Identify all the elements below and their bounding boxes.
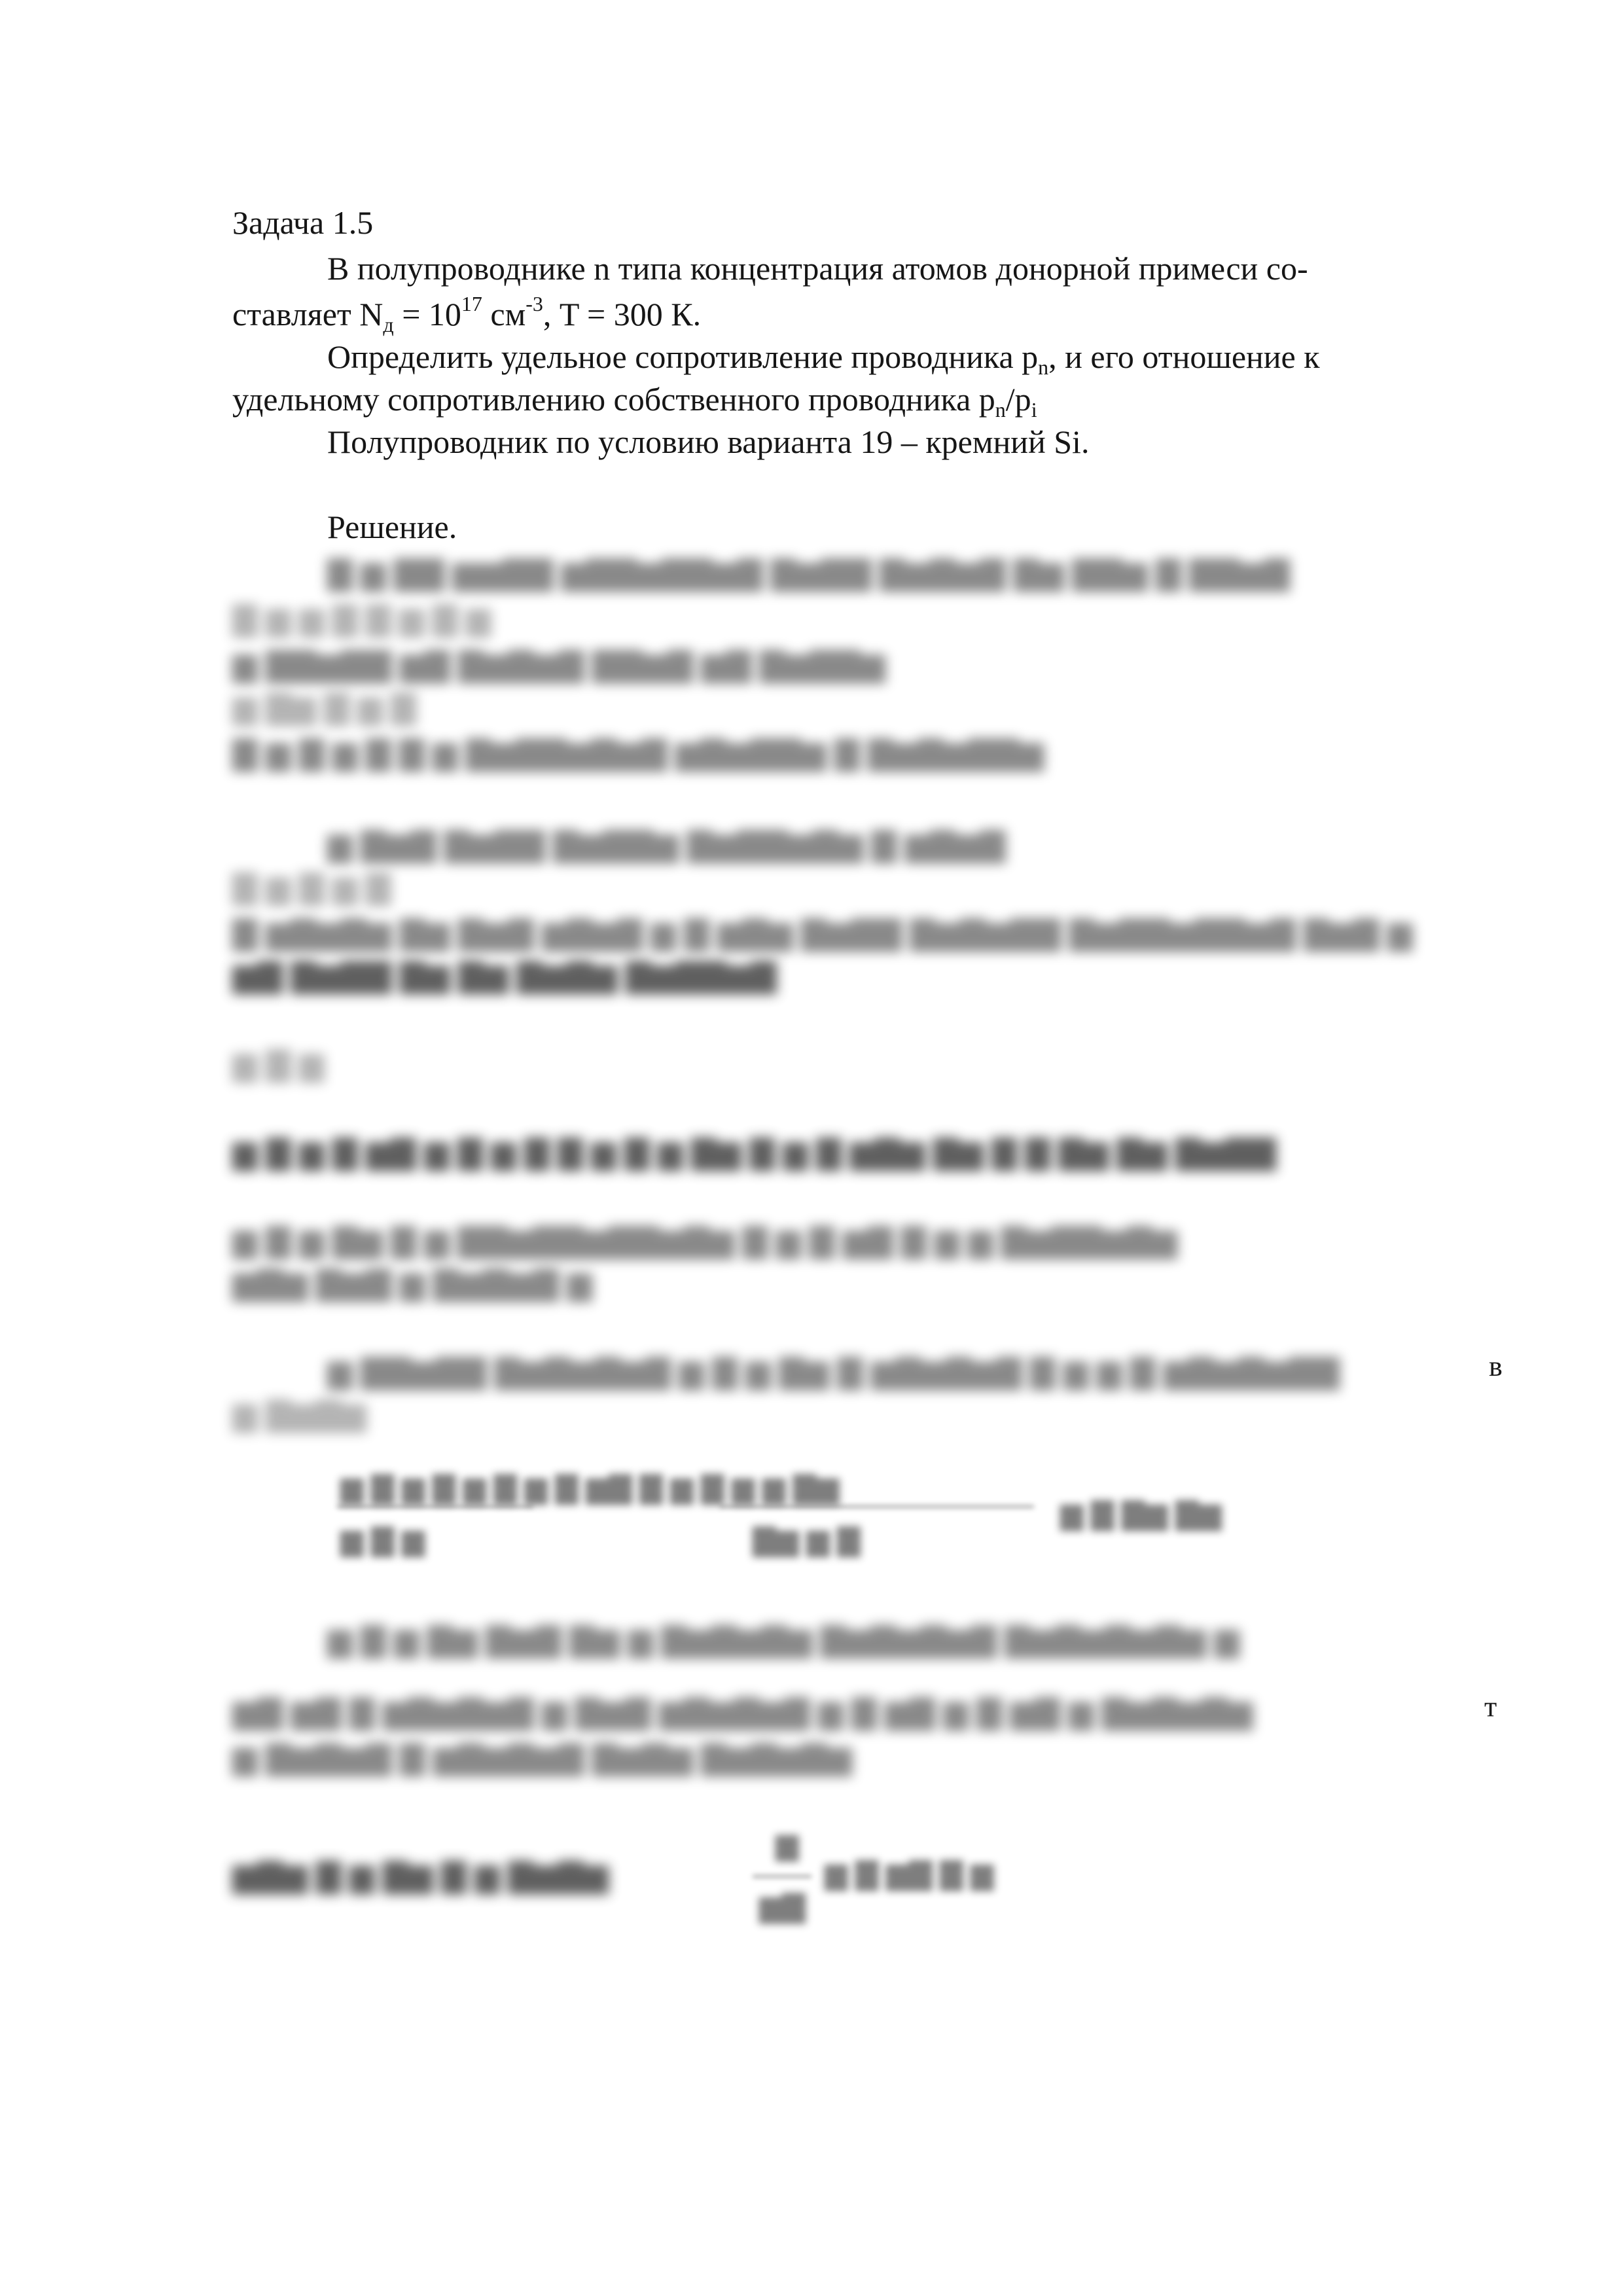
obscured-text-line: ▇ ▆ ▇ ▆ ▇ (232, 869, 391, 905)
solution-heading: Решение. (327, 509, 457, 545)
obscured-answer-line: ▆▇▆ ▇ ▆ ▇▆ ▇ ▆ ▇▆▇▆ (232, 1857, 609, 1893)
obscured-text-line: ▇ ▆ ▆ ▇ ▇ ▆ ▇ ▆ (232, 600, 491, 637)
obscured-text-line: ▆ ▇ ▆ ▇▆ ▇▆▇ ▇▆ ▆ ▇▆▇▆▇▆ ▇▆▇▆▇▆▇ ▇▆▇▆▇▆▇▆ ▆ (327, 1621, 1240, 1658)
obscured-text-line: ▆▇ ▇▆▇▇ ▇▆ ▇▆ ▇▆▇▆ ▇▆▇▇▆▇ (232, 957, 777, 994)
subscript: n (1038, 355, 1049, 379)
problem-title: Задача 1.5 (232, 204, 374, 241)
problem-paragraph-1-line-1: В полупроводнике n типа концентрация атомов донорной примеси со- (327, 250, 1308, 287)
text-segment: Определить удельное сопротивление проводника p (327, 338, 1039, 375)
obscured-text-line: ▆ ▇▆▇ ▇▆▇▇ ▇▆▇▇▆ ▇▆▇▇▆▇▆ ▇ ▆▇▆▇ (327, 826, 1006, 863)
obscured-text-line: ▇ ▆ ▇ ▆ ▇ ▇ ▆ ▇▆▇▇▆▇▆▇ ▆▇▆▇▇▆ ▇ ▇▆▇▆▇▇▆ (232, 734, 1044, 771)
obscured-answer-denominator: ▆▇ (759, 1890, 806, 1923)
obscured-text-line: ▆▇ ▆▇ ▇ ▆▇▆▇▆▇ ▆ ▇▆▇ ▆▇▆▇▆▇ ▆ ▇ ▆▇ ▆ ▇ ▆▇ ▆ ▇▆▇▆▇▆ (232, 1693, 1253, 1730)
obscured-text-line: ▇ ▆ ▇▇ ▆▆▇▇ ▆▇▇▆▇▇▆▇ ▇▆▇▇ ▇▆▇▆▇ ▇▆ ▇▇▆ ▇ ▇▇▆▇ (327, 554, 1290, 591)
obscured-answer-numerator: ▆ (776, 1827, 799, 1861)
obscured-text-line: ▆ ▇▇▆▇▇ ▆▇ ▇▆▇▆▇ ▇▇▆▇ ▆▇ ▇▆▇▇▆ (232, 646, 885, 683)
problem-paragraph-1-line-2 (232, 292, 702, 336)
subscript: n (995, 398, 1006, 422)
text-segment: , T = 300 К. (543, 296, 702, 332)
obscured-formula-numerator: ▆ ▇ ▆ ▇ ▆ ▇ ▆ ▇ ▆▇ ▇ ▆ ▇ ▆ ▆ ▇▆ (340, 1471, 840, 1504)
subscript: i (1031, 398, 1037, 422)
text-segment: = 10 (393, 296, 461, 332)
superscript: -3 (526, 292, 543, 315)
obscured-text-line: ▆ ▇▆▇▆ (232, 1395, 366, 1432)
text-segment: , и его отношение к (1048, 338, 1320, 375)
text-segment: ставляет N (232, 296, 383, 332)
superscript: 17 (461, 292, 482, 315)
text-segment: /p (1005, 381, 1031, 418)
problem-paragraph-2-line-1 (327, 337, 1320, 379)
formula-fraction-bar (753, 1875, 812, 1878)
obscured-answer-result: ▆ ▇ ▆▇ ▇ ▆ (825, 1857, 994, 1890)
formula-fraction-bar (720, 1505, 1034, 1508)
obscured-formula-denominator: ▆ ▇ ▆ (340, 1523, 425, 1556)
formula-fraction-bar (337, 1505, 533, 1508)
obscured-text-line: ▆ ▇ ▆ (232, 1045, 325, 1082)
obscured-text-line: ▇ ▆▇▆▇▆ ▇▆ ▇▆▇ ▆▇▆▇ ▆ ▇ ▆▇▆ ▇▆▇▇ ▇▆▇▆▇▇ ▇▆▇▇▆▇▇▆▇ ▇▆▇ ▆ (232, 914, 1413, 951)
problem-paragraph-3: Полупроводник по условию варианта 19 – кремний Si. (327, 423, 1090, 460)
obscured-formula-line: ▆ ▇ ▆ ▇ ▆▇ ▆ ▇ ▆ ▇ ▇ ▆ ▇ ▆ ▇▆ ▇ ▆ ▇ ▆▇▆ ▇▆ ▇ ▇ ▇▆ ▇▆ ▇▆▇▇ (232, 1134, 1276, 1170)
obscured-text-line: ▆ ▇▆ ▇ ▆ ▇ (232, 689, 416, 725)
obscured-formula-result: ▆ ▇ ▇▆ ▇▆ (1060, 1497, 1222, 1530)
stray-character: т (1484, 1691, 1497, 1723)
obscured-text-line: ▆ ▇▇▆▇▇ ▇▆▇▆▇▆▇ ▆ ▇ ▆ ▇▆ ▇ ▆▇▆▇▆▇ ▇ ▆ ▆ ▇ ▆▇▆▇▆▇▇ (327, 1353, 1340, 1390)
obscured-formula-denominator: ▇▆ ▆ ▇ (753, 1523, 861, 1556)
subscript: д (383, 313, 394, 336)
problem-paragraph-2-line-2 (232, 380, 1037, 422)
obscured-text-line: ▆▇▆ ▇▆▇ ▆ ▇▆▇▆▇ ▆ (232, 1265, 592, 1301)
text-segment: удельному сопротивлению собственного проводника p (232, 381, 995, 418)
stray-character: в (1489, 1350, 1503, 1382)
obscured-text-line: ▆ ▇ ▆ ▇▆ ▇ ▆ ▇▇▆▇▇▆▇▇▆▇▆ ▇ ▆ ▇ ▆▇ ▇ ▆ ▆ ▇▆▇▇▆▇▆ (232, 1222, 1177, 1259)
obscured-text-line: ▆ ▇▆▇▆▇ ▇ ▆▇▆▇▆▇ ▇▆▇▆ ▇▆▇▆▇▆ (232, 1739, 852, 1776)
text-segment: см (482, 296, 526, 332)
